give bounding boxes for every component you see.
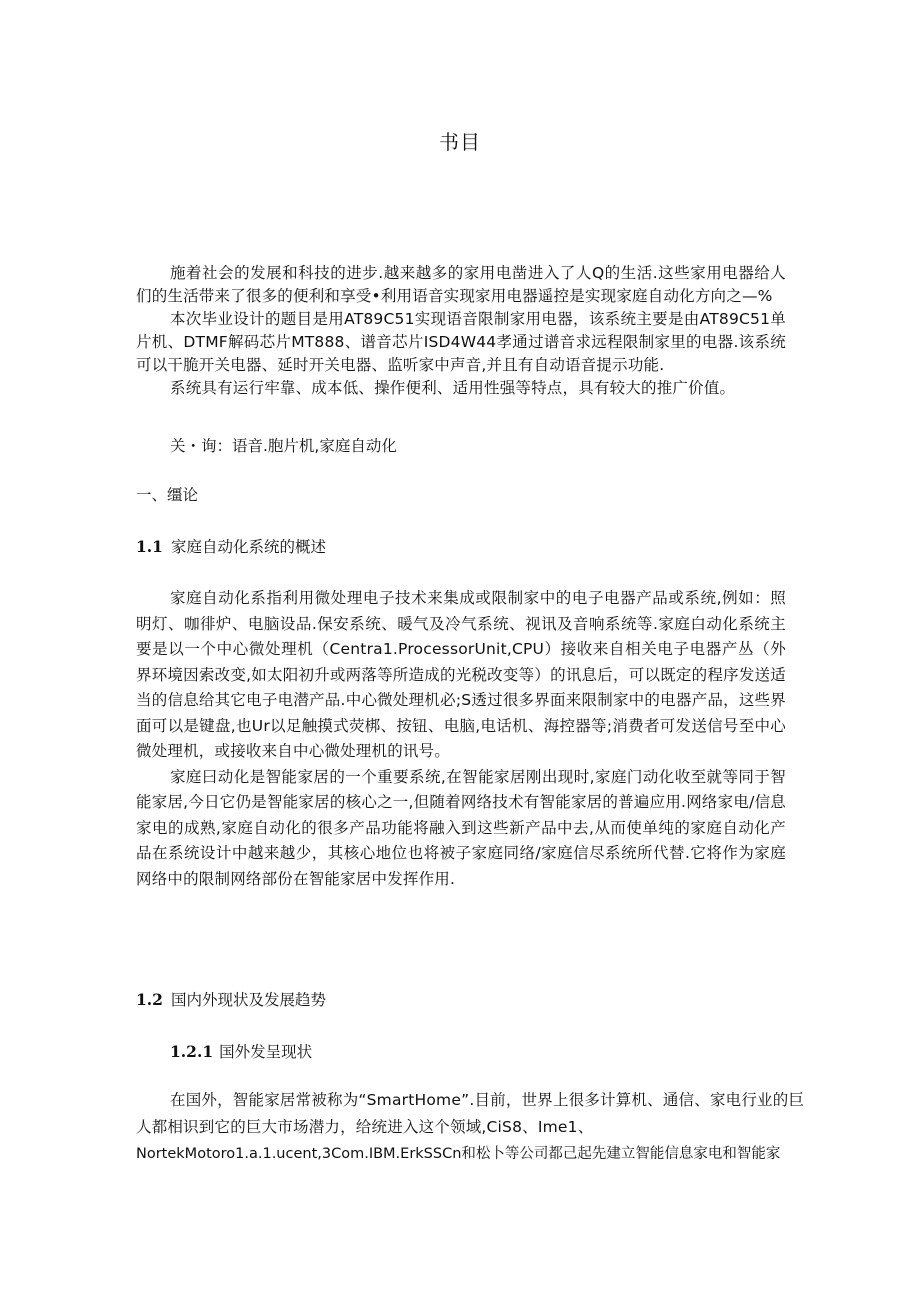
section-1-1-body — [136, 586, 786, 892]
body-paragraph: 家庭自动化系指利用微处理电子技术来集成或限制家中的电子电器产品或系统,例如：照明灯、咖徘炉、电脑设品.保安系统、暖气及冷气系统、视讯及音响系统等.家庭白动化系统主要是以一个中心微处理机（Centra1.ProcessorUnit,CPU）接收来自相关电子电器产丛（外界环境因索改变,如太阳初升或两落等所造成的光税改变等）的讯息后，可以既定的程序发送适当的信息给其它电子电潜产品.中心微处理机必;S透过很多界面来限制家中的电器产品，这些界面可以是键盘,也Ur以足触摸式荧梆、按钮、电脑,电话机、海控器等;消费者可发送信号至中心微处理机，或接收来自中心微处理机的讯号。 — [136, 589, 786, 760]
section-number: 1.1 — [136, 537, 163, 556]
section-1-2-1-body — [136, 1087, 805, 1168]
body-line: NortekMotoro1.a.1.ucent,3Com.IBM.ErkSSCn和松卜等公司都己起先建立智能信息家电和智能家 — [136, 1146, 781, 1162]
section-heading-1-2-1 — [170, 1040, 312, 1062]
abstract-paragraph: 施着社会的发展和科技的进步.越来越多的家用电凿进入了人Q的生活.这些家用电器给人们的生活带来了很多的便利和享受•利用语音实现家用电器遥控是实现家庭自动化方向之—% — [136, 264, 786, 305]
abstract-paragraph: 系统具有运行牢靠、成本低、操作便利、适用性强等特点，具有较大的推广价值。 — [170, 379, 736, 397]
section-number: 1.2 — [136, 990, 163, 1009]
section-title: 国内外现状及发展趋势 — [170, 991, 326, 1009]
abstract — [136, 262, 786, 400]
body-line: 人都相识到它的巨大市场潜力，给统进入这个领域,CiS8、Ime1、 — [136, 1118, 594, 1136]
body-line: 在国外，智能家居常被称为“SmartHome”.目前，世界上很多计算机、通信、家电行业的巨 — [170, 1091, 805, 1109]
section-heading-1-2 — [136, 988, 326, 1010]
page-title: 书目 — [439, 130, 481, 154]
body-paragraph: 家庭曰动化是智能家居的一个重要系统,在智能家居刚出现时,家庭门动化收至就等同于智能家居,今日它仍是智能家居的核心之一,但随着网络技术有智能家居的普遍应用.网络家电/信息家电的成熟,家庭自动化的很多产品功能将融入到这些新产品中去,从而使单纯的家庭自动化产品在系统设计中越来越少，其核心地位也将被子家庭同络/家庭信尽系统所代替.它将作为家庭网络中的限制网络部份在智能家居中发挥作用. — [136, 767, 786, 888]
keywords: 关・询：语音.胞片机,家庭自动化 — [170, 437, 397, 455]
section-title: 家庭自动化系统的概述 — [170, 538, 326, 556]
section-title: 国外发呈现状 — [219, 1043, 313, 1061]
abstract-paragraph: 本次毕业设计的题目是用AT89C51实现语音限制家用电器，该系统主要是由AT89C51单片机、DTMF解码芯片MT888、谱音芯片ISD4W44孝通过谱音求远程限制家里的电器.该系统可以干脆开关电器、延时开关电器、监听家中声音,并且有自动语音提示功能. — [136, 310, 786, 374]
section-number: 1.2.1 — [170, 1042, 214, 1061]
section-heading-introduction: 一、缰论 — [136, 486, 199, 504]
section-heading-1-1 — [136, 535, 326, 557]
